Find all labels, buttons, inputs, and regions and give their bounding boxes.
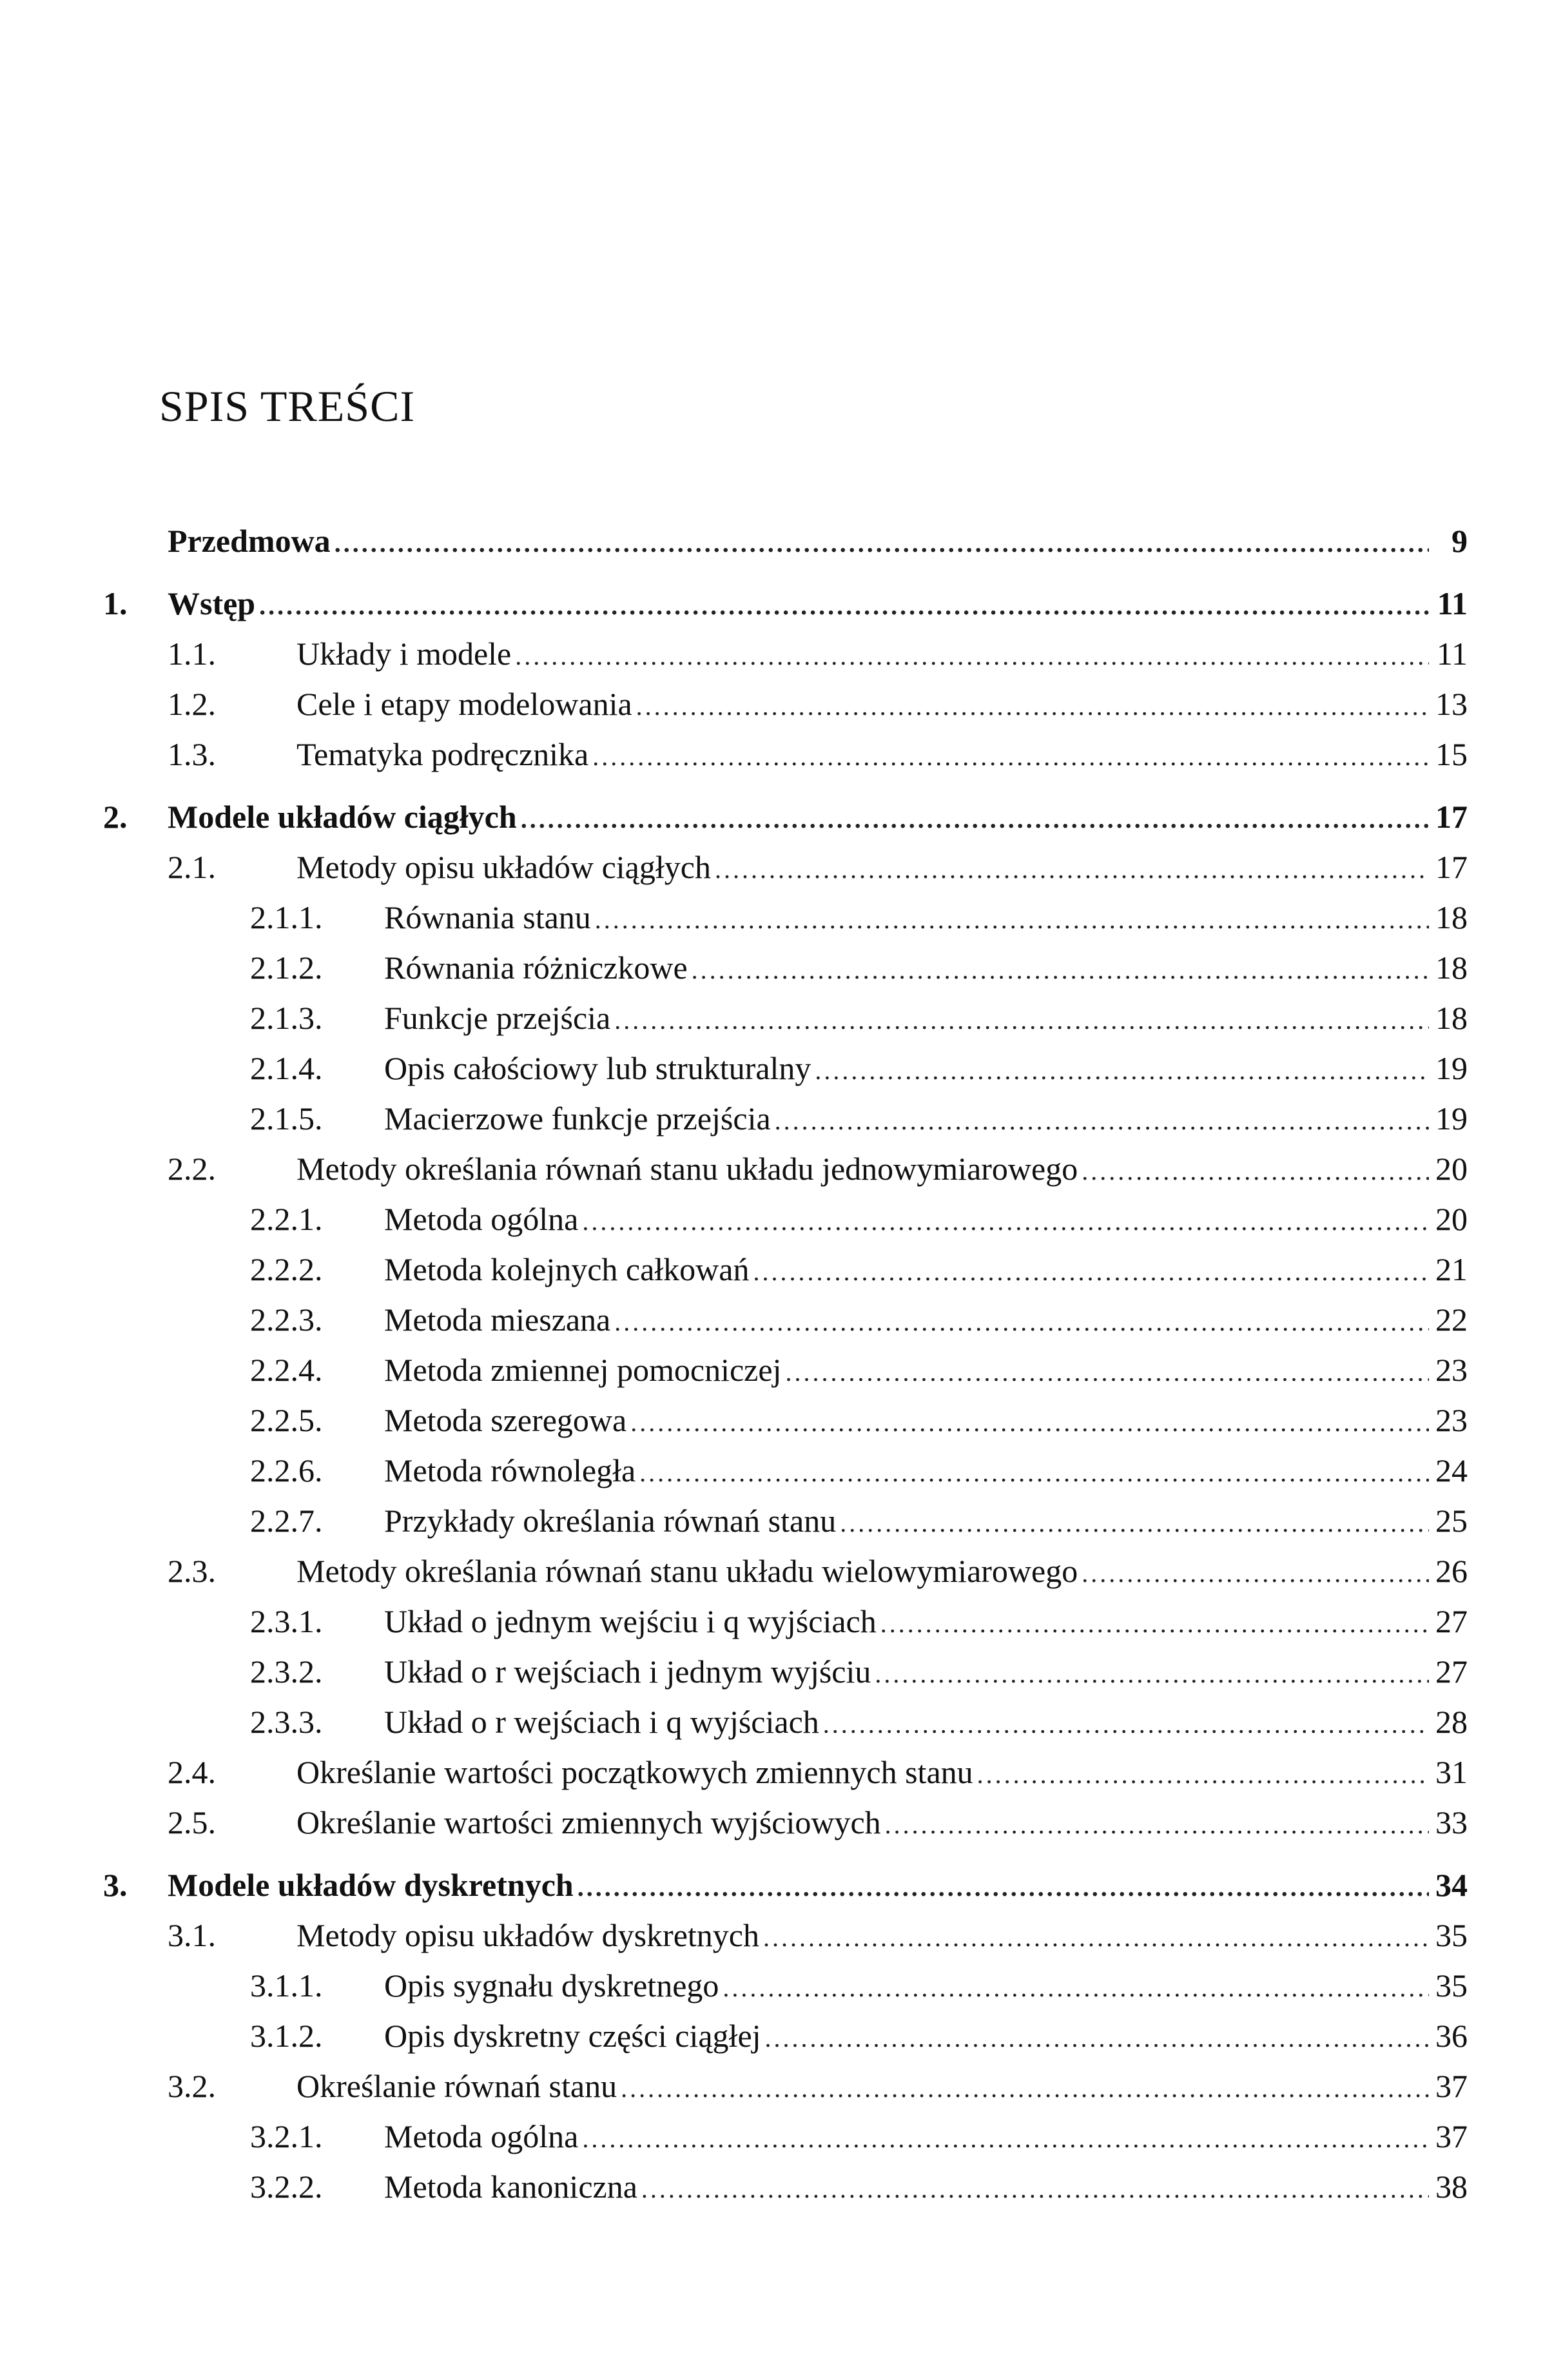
toc-entry-page-number: 26: [1435, 1553, 1468, 1589]
toc-entry-page-number: 15: [1435, 736, 1468, 772]
toc-entry[interactable]: [103, 1646, 1468, 1697]
dot-leader: [775, 1096, 1429, 1146]
toc-entry-number: 3.1.: [168, 1917, 216, 1953]
toc-entry-title: Metody opisu układów dyskretnych: [296, 1917, 759, 1953]
toc-entry[interactable]: [103, 942, 1468, 993]
toc-entry-title: Równania różniczkowe: [384, 950, 688, 986]
dot-leader: [595, 895, 1429, 945]
toc-entry-title: Układ o jednym wejściu i q wyjściach: [384, 1603, 877, 1639]
toc-entry-title: Opis całościowy lub strukturalny: [384, 1050, 811, 1086]
toc-entry-page-number: 23: [1435, 1402, 1468, 1438]
dot-leader: [823, 1699, 1429, 1750]
toc-entry-number: 1.2.: [168, 686, 216, 722]
toc-entry-title: Metoda ogólna: [384, 2118, 579, 2154]
toc-entry-number: 2.3.3.: [250, 1704, 323, 1740]
toc-entry[interactable]: [103, 1445, 1468, 1496]
toc-entry-page-number: 27: [1435, 1603, 1468, 1639]
dot-leader: [785, 1347, 1429, 1398]
toc-entry[interactable]: [103, 1294, 1468, 1345]
toc-entry-page-number: 11: [1437, 585, 1468, 621]
toc-entry-title: Modele układów dyskretnych: [168, 1867, 574, 1903]
dot-leader: [692, 945, 1429, 995]
toc-entry-title: Tematyka podręcznika: [296, 736, 589, 772]
toc-entry[interactable]: [103, 2011, 1468, 2061]
toc-entry-page-number: 24: [1435, 1452, 1468, 1488]
toc-entry[interactable]: [103, 1910, 1468, 1960]
dot-leader: [515, 631, 1429, 681]
toc-entry-title: Funkcje przejścia: [384, 1000, 611, 1036]
toc-entry[interactable]: [103, 1093, 1468, 1144]
toc-entry-title: Metoda ogólna: [384, 1201, 579, 1237]
dot-leader: [715, 844, 1429, 895]
toc-entry-number: 2.2.6.: [250, 1452, 323, 1488]
toc-entry-title: Metoda szeregowa: [384, 1402, 627, 1438]
toc-entry[interactable]: [103, 2061, 1468, 2111]
toc-entry-title: Określanie równań stanu: [296, 2068, 617, 2104]
toc-entry[interactable]: [103, 1596, 1468, 1646]
toc-entry-title: Metoda zmiennej pomocniczej: [384, 1352, 782, 1388]
dot-leader: [641, 2164, 1429, 2214]
toc-entry-page-number: 37: [1435, 2068, 1468, 2104]
dot-leader: [765, 2013, 1429, 2063]
toc-entry-page-number: 28: [1435, 1704, 1468, 1740]
toc-entry-page-number: 13: [1435, 686, 1468, 722]
toc-entry[interactable]: [103, 1960, 1468, 2011]
toc-entry-title: Metoda równoległa: [384, 1452, 636, 1488]
toc-entry[interactable]: [103, 729, 1468, 779]
dot-leader: [840, 1498, 1429, 1548]
toc-entry-number: 2.2.: [168, 1151, 216, 1187]
dot-leader: [614, 1297, 1429, 1347]
toc-entry-page-number: 11: [1436, 636, 1468, 672]
toc-entry-title: Metody opisu układów ciągłych: [296, 849, 711, 885]
toc-entry-page-number: 20: [1435, 1151, 1468, 1187]
toc-entry-number: 2.5.: [168, 1804, 216, 1840]
toc-entry-number: 2.2.4.: [250, 1352, 323, 1388]
toc-entry[interactable]: [103, 2161, 1468, 2212]
toc-entry-number: 2.4.: [168, 1754, 216, 1790]
toc-entry-page-number: 31: [1435, 1754, 1468, 1790]
toc-entry-title: Przedmowa: [168, 523, 331, 559]
toc-entry-title: Równania stanu: [384, 899, 591, 935]
toc-entry[interactable]: [103, 1395, 1468, 1445]
dot-leader: [582, 2114, 1429, 2164]
toc-entry-page-number: 19: [1435, 1050, 1468, 1086]
toc-entry-page-number: 37: [1435, 2118, 1468, 2154]
toc-entry-page-number: 21: [1435, 1251, 1468, 1287]
toc-entry-number: 2.1.2.: [250, 950, 323, 986]
toc-entry-number: 2.1.1.: [250, 899, 323, 935]
toc-entry-page-number: 27: [1435, 1653, 1468, 1690]
toc-entry-page-number: 33: [1435, 1804, 1468, 1840]
toc-entry-number: 2.1.5.: [250, 1100, 323, 1136]
toc-entry[interactable]: [103, 993, 1468, 1043]
toc-entry-number: 2.2.7.: [250, 1503, 323, 1539]
dot-leader: [977, 1750, 1429, 1800]
toc-entry-title: Opis sygnału dyskretnego: [384, 1967, 719, 2004]
toc-entry-number: 3.2.: [168, 2068, 216, 2104]
toc-entry-number: 1.1.: [168, 636, 216, 672]
dot-leader: [630, 1398, 1429, 1448]
dot-leader: [723, 1963, 1429, 2013]
toc-entry-number: 3.2.1.: [250, 2118, 323, 2154]
toc-entry-page-number: 35: [1435, 1967, 1468, 2004]
toc-entry-title: Metoda mieszana: [384, 1302, 611, 1338]
toc-entry-number: 2.1.4.: [250, 1050, 323, 1086]
toc-entry-number: 3.1.2.: [250, 2018, 323, 2054]
dot-leader: [753, 1247, 1429, 1297]
toc-entry-page-number: 18: [1435, 899, 1468, 935]
toc-entry-number: 2.1.: [168, 849, 216, 885]
toc-entry[interactable]: [103, 1043, 1468, 1093]
toc-entry-number: 2.3.2.: [250, 1653, 323, 1690]
toc-entry[interactable]: [103, 1244, 1468, 1294]
toc-entry-page-number: 22: [1435, 1302, 1468, 1338]
toc-entry-number: 2.3.: [168, 1553, 216, 1589]
toc-entry[interactable]: [103, 1546, 1468, 1596]
toc-entry-title: Metoda kanoniczna: [384, 2169, 637, 2205]
table-of-contents: [103, 516, 1468, 2212]
toc-entry[interactable]: [103, 1496, 1468, 1546]
dot-leader: [578, 1862, 1429, 1913]
dot-leader: [875, 1649, 1429, 1699]
toc-entry-title: Opis dyskretny części ciągłej: [384, 2018, 761, 2054]
toc-entry-page-number: 20: [1435, 1201, 1468, 1237]
toc-entry-title: Układ o r wejściach i jednym wyjściu: [384, 1653, 871, 1690]
toc-entry-number: 2.2.5.: [250, 1402, 323, 1438]
toc-entry-title: Układ o r wejściach i q wyjściach: [384, 1704, 819, 1740]
toc-entry[interactable]: [103, 1194, 1468, 1244]
toc-entry[interactable]: [103, 1747, 1468, 1797]
toc-entry-page-number: 17: [1435, 849, 1468, 885]
toc-entry-title: Metody określania równań stanu układu jednowymiarowego: [296, 1151, 1078, 1187]
dot-leader: [1082, 1548, 1429, 1599]
toc-entry[interactable]: [103, 2111, 1468, 2161]
toc-entry-title: Określanie wartości zmiennych wyjściowych: [296, 1804, 881, 1840]
toc-entry-title: Modele układów ciągłych: [168, 799, 517, 835]
toc-entry-page-number: 18: [1435, 1000, 1468, 1036]
toc-entry-number: 2.2.3.: [250, 1302, 323, 1338]
dot-leader: [614, 995, 1429, 1046]
toc-entry-number: 2.1.3.: [250, 1000, 323, 1036]
toc-entry[interactable]: [103, 1860, 1468, 1910]
toc-entry-page-number: 36: [1435, 2018, 1468, 2054]
toc-entry[interactable]: [103, 1144, 1468, 1194]
dot-leader: [259, 581, 1429, 631]
toc-entry-page-number: 17: [1435, 799, 1468, 835]
toc-entry-title: Układy i modele: [296, 636, 512, 672]
toc-entry-number: 2.2.1.: [250, 1201, 323, 1237]
toc-entry-title: Przykłady określania równań stanu: [384, 1503, 837, 1539]
dot-leader: [621, 2063, 1429, 2114]
toc-entry-page-number: 9: [1451, 523, 1468, 559]
dot-leader: [639, 1448, 1429, 1498]
toc-entry-number: 1.3.: [168, 736, 216, 772]
dot-leader: [880, 1599, 1429, 1649]
toc-entry-page-number: 19: [1435, 1100, 1468, 1136]
toc-entry-number: 2.3.1.: [250, 1603, 323, 1639]
toc-entry[interactable]: [103, 516, 1468, 566]
toc-entry-page-number: 35: [1435, 1917, 1468, 1953]
toc-entry-title: Metoda kolejnych całkowań: [384, 1251, 750, 1287]
toc-entry-title: Wstęp: [168, 585, 256, 621]
toc-entry[interactable]: [103, 1797, 1468, 1848]
dot-leader: [335, 518, 1429, 569]
toc-entry[interactable]: [103, 792, 1468, 842]
toc-entry-page-number: 38: [1435, 2169, 1468, 2205]
toc-entry-number: 3.: [103, 1867, 128, 1903]
toc-entry-page-number: 34: [1435, 1867, 1468, 1903]
toc-entry-title: Cele i etapy modelowania: [296, 686, 632, 722]
dot-leader: [636, 681, 1429, 732]
toc-entry[interactable]: [103, 1345, 1468, 1395]
toc-entry-title: Metody określania równań stanu układu wielowymiarowego: [296, 1553, 1078, 1589]
toc-entry-number: 2.: [103, 799, 128, 835]
toc-entry-title: Określanie wartości początkowych zmiennych stanu: [296, 1754, 973, 1790]
toc-entry[interactable]: [103, 629, 1468, 679]
dot-leader: [815, 1046, 1429, 1096]
dot-leader: [521, 794, 1429, 844]
page-title: SPIS TREŚCI: [159, 382, 416, 431]
dot-leader: [885, 1800, 1429, 1850]
toc-entry[interactable]: [103, 842, 1468, 892]
toc-entry-number: 2.2.2.: [250, 1251, 323, 1287]
toc-entry[interactable]: [103, 679, 1468, 729]
toc-entry[interactable]: [103, 1697, 1468, 1747]
toc-entry[interactable]: [103, 892, 1468, 942]
toc-entry-page-number: 25: [1435, 1503, 1468, 1539]
toc-entry-number: 1.: [103, 585, 128, 621]
dot-leader: [1082, 1146, 1429, 1196]
toc-entry[interactable]: [103, 578, 1468, 629]
toc-entry-page-number: 18: [1435, 950, 1468, 986]
toc-entry-number: 3.2.2.: [250, 2169, 323, 2205]
toc-entry-page-number: 23: [1435, 1352, 1468, 1388]
dot-leader: [582, 1196, 1429, 1247]
toc-entry-number: 3.1.1.: [250, 1967, 323, 2004]
toc-entry-title: Macierzowe funkcje przejścia: [384, 1100, 771, 1136]
dot-leader: [592, 732, 1429, 782]
dot-leader: [763, 1913, 1429, 1963]
